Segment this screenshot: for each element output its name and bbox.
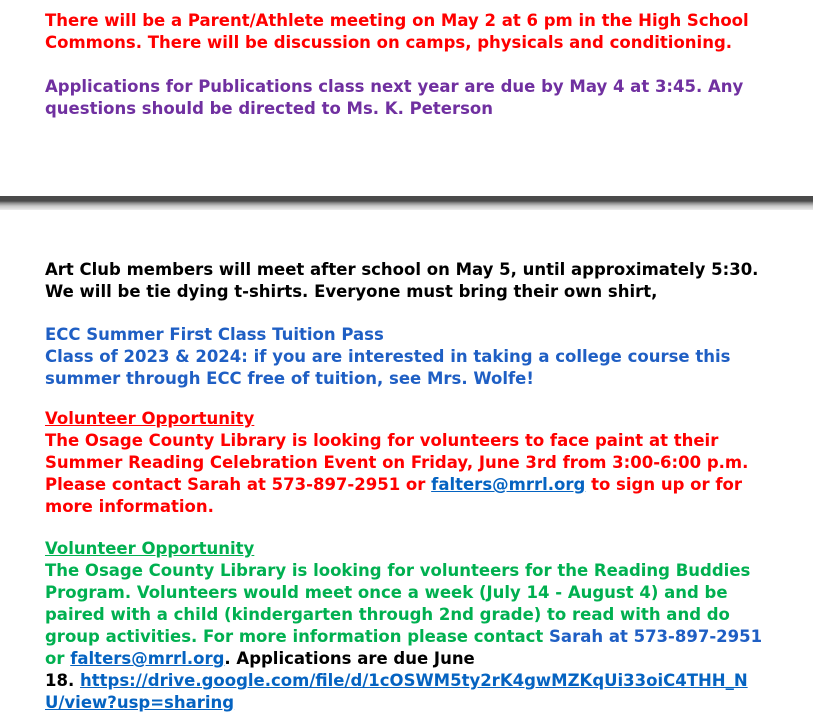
reading-buddies-line-5	[45, 648, 805, 670]
contact-text-after: to sign up or for	[585, 475, 742, 494]
contact-text: Please contact Sarah at 573-897-2951 or	[45, 475, 432, 494]
face-paint-line-1: The Osage County Library is looking for volunteers to face paint at their	[45, 431, 719, 450]
google-drive-link-continued[interactable]: U/view?usp=sharing	[45, 693, 235, 712]
face-paint-last-line: more information.	[45, 497, 214, 516]
reading-buddies-line-1: The Osage County Library is looking for volunteers for the Reading Buddies	[45, 561, 751, 580]
ecc-line-3: summer through ECC free of tuition, see Mrs. Wolfe!	[45, 369, 534, 388]
reading-buddies-line-3: paired with a child (kindergarten through 2nd grade) to read with and do	[45, 605, 730, 624]
art-club-line-1: Art Club members will meet after school on May 5, until approximately 5:30.	[45, 260, 759, 279]
contact-phone: Sarah at 573-897-2951	[549, 627, 763, 646]
google-drive-link[interactable]: https://drive.google.com/file/d/1cOSWM5ty2rK4gwMZKqUi33oiC4THH_N	[79, 671, 748, 690]
publications-notice	[45, 76, 805, 120]
publications-line-1: Applications for Publications class next year are due by May 4 at 3:45. Any	[45, 77, 744, 96]
publications-line-2: questions should be directed to Ms. K. Peterson	[45, 99, 493, 118]
ecc-title: ECC Summer First Class Tuition Pass	[45, 325, 384, 344]
reading-buddies-line-7	[45, 692, 805, 714]
reading-buddies-line-6	[45, 670, 805, 692]
meeting-line-2: Commons. There will be discussion on camps, physicals and conditioning.	[45, 33, 733, 52]
face-paint-line-2: Summer Reading Celebration Event on Friday, June 3rd from 3:00-6:00 p.m.	[45, 453, 749, 472]
applications-due-text: . Applications are due June	[224, 649, 475, 668]
art-club-notice	[45, 259, 805, 303]
or-text: or	[45, 649, 71, 668]
meeting-line-1: There will be a Parent/Athlete meeting on May 2 at 6 pm in the High School	[45, 11, 749, 30]
volunteer-reading-buddies-notice	[45, 538, 805, 714]
volunteer-heading: Volunteer Opportunity	[45, 539, 255, 558]
reading-buddies-line-4	[45, 626, 805, 648]
ecc-line-2: Class of 2023 & 2024: if you are interested in taking a college course this	[45, 347, 731, 366]
volunteer-heading: Volunteer Opportunity	[45, 409, 255, 428]
email-link[interactable]: falters@mrrl.org	[431, 475, 586, 494]
volunteer-face-paint-notice	[45, 408, 805, 518]
contact-text: group activities. For more information please contact	[45, 627, 550, 646]
email-link[interactable]: falters@mrrl.org	[70, 649, 225, 668]
parent-athlete-meeting-notice	[45, 10, 805, 54]
ecc-tuition-notice	[45, 324, 805, 390]
art-club-line-2: We will be tie dying t-shirts. Everyone must bring their own shirt,	[45, 282, 658, 301]
face-paint-contact-line	[45, 474, 805, 496]
due-date-text: 18.	[45, 671, 80, 690]
reading-buddies-line-2: Program. Volunteers would meet once a week (July 14 - August 4) and be	[45, 583, 728, 602]
section-divider	[0, 196, 813, 210]
